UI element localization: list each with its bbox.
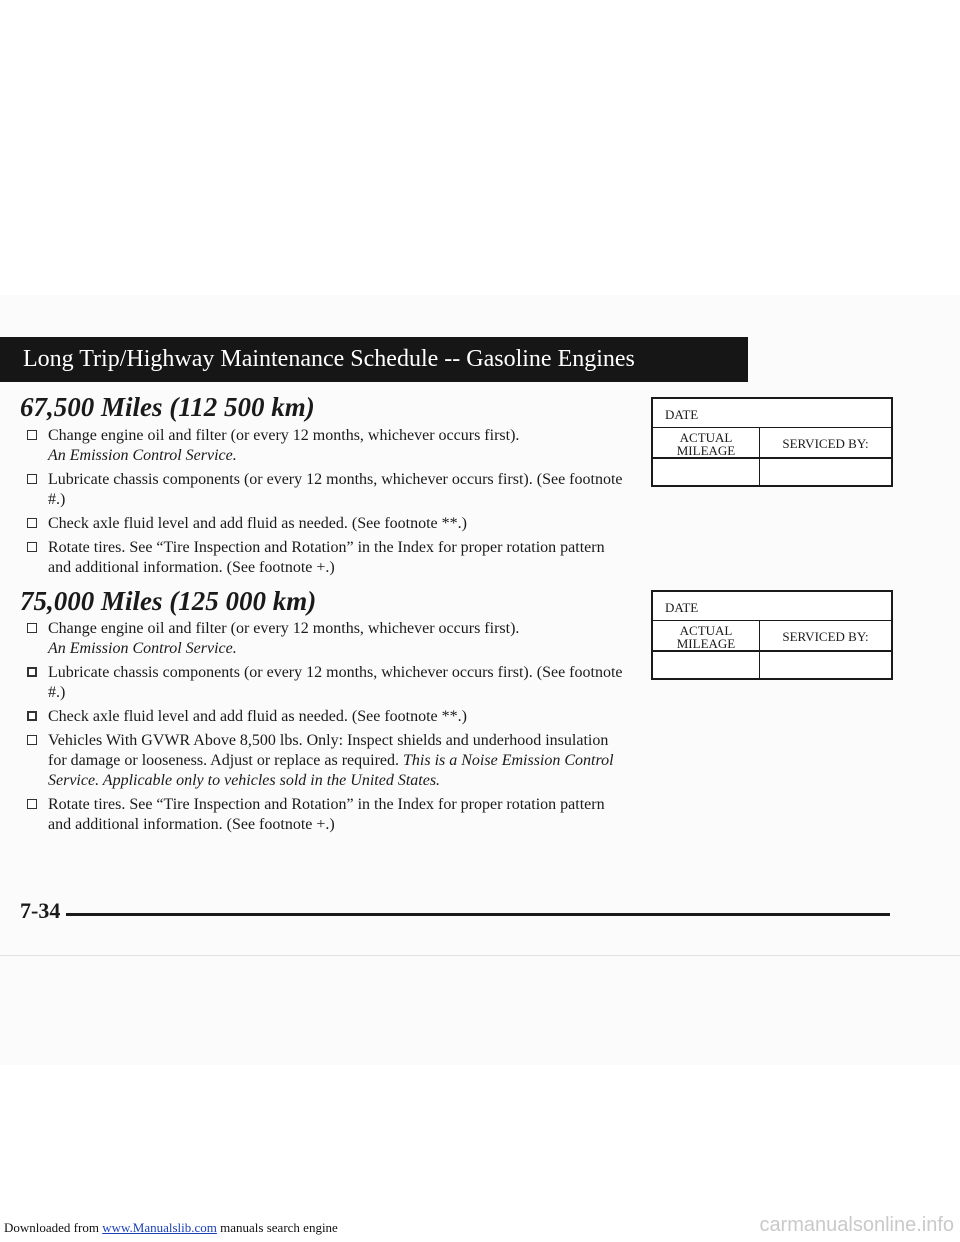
emission-note: An Emission Control Service. [48, 447, 237, 464]
checkbox[interactable] [27, 735, 37, 745]
checklist-item: Lubricate chassis components (or every 12 months, whichever occurs first). (See footnote #.) [27, 470, 627, 510]
mileage-input[interactable] [653, 652, 760, 678]
manualslib-link[interactable]: www.Manualslib.com [102, 1220, 217, 1235]
scan-divider [0, 955, 960, 956]
date-field[interactable]: DATE [653, 592, 891, 621]
checklist-item: Change engine oil and filter (or every 12 months, whichever occurs first). An Emission Control Service. [27, 426, 627, 466]
serviced-by-label: SERVICED BY: [782, 629, 869, 644]
date-field[interactable]: DATE [653, 399, 891, 428]
checklist-item: Rotate tires. See “Tire Inspection and Rotation” in the Index for proper rotation pattern and additional information. (See footnote +.) [27, 795, 627, 835]
checkbox[interactable] [27, 542, 37, 552]
section-title-75000: 75,000 Miles (125 000 km) [20, 586, 317, 616]
checklist-item: Check axle fluid level and add fluid as needed. (See footnote **.) [27, 514, 627, 534]
watermark: carmanualsonline.info [759, 1214, 954, 1236]
serviced-by-input[interactable] [760, 459, 891, 485]
checklist-75000 [27, 619, 627, 839]
checkbox[interactable] [27, 518, 37, 528]
actual-mileage-label: ACTUAL MILEAGE [653, 621, 760, 650]
checkbox[interactable] [27, 711, 37, 721]
checklist-item: Rotate tires. See “Tire Inspection and Rotation” in the Index for proper rotation pattern and additional information. (See footnote +.) [27, 538, 627, 578]
mileage-input[interactable] [653, 459, 760, 485]
checkbox[interactable] [27, 667, 37, 677]
section-title-67500: 67,500 Miles (112 500 km) [20, 392, 315, 422]
serviced-by-input[interactable] [760, 652, 891, 678]
service-record-75000 [651, 590, 893, 680]
serviced-by-label: SERVICED BY: [782, 436, 869, 451]
checkbox[interactable] [27, 474, 37, 484]
service-record-67500 [651, 397, 893, 487]
checklist-item: Change engine oil and filter (or every 12 months, whichever occurs first). An Emission Control Service. [27, 619, 627, 659]
download-credit: Downloaded from www.Manualslib.com manuals search engine [4, 1220, 338, 1235]
page-number: 7-34 [20, 898, 61, 923]
noise-emission-note: This is a Noise Emission Control Service. Applicable only to vehicles sold in the United States. [48, 752, 614, 789]
checkbox[interactable] [27, 430, 37, 440]
checkbox[interactable] [27, 799, 37, 809]
emission-note: An Emission Control Service. [48, 640, 237, 657]
checklist-item: Vehicles With GVWR Above 8,500 lbs. Only: Inspect shields and underhood insulation for damage or looseness. Adjust or replace as required. This is a Noise Emission Control Service. Applicable only to vehicles sold in the United States. [27, 731, 627, 791]
footer-rule [66, 913, 890, 916]
page-header-bar: Long Trip/Highway Maintenance Schedule -- Gasoline Engines [0, 337, 748, 382]
checklist-67500 [27, 426, 627, 582]
checklist-item: Check axle fluid level and add fluid as needed. (See footnote **.) [27, 707, 627, 727]
actual-mileage-label: ACTUAL MILEAGE [653, 428, 760, 457]
checkbox[interactable] [27, 623, 37, 633]
checklist-item: Lubricate chassis components (or every 12 months, whichever occurs first). (See footnote #.) [27, 663, 627, 703]
